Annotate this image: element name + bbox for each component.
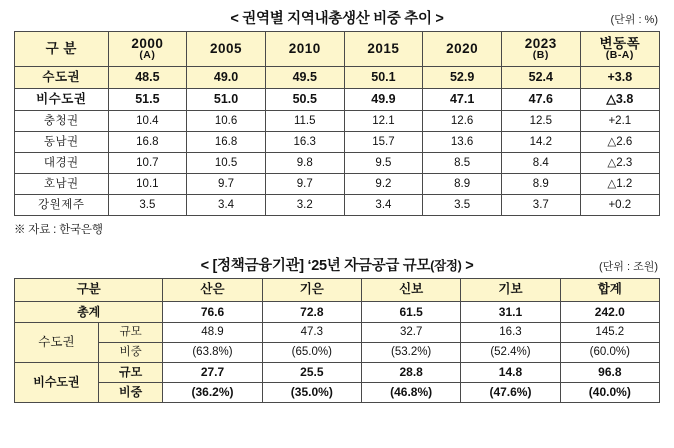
table2-group-0-row-0-v0: 48.9 — [163, 323, 262, 343]
table1-col-6 — [501, 32, 580, 67]
table1-row-2-v0: 10.4 — [108, 111, 187, 132]
table1-row-2-v6: +2.1 — [580, 111, 659, 132]
table1-row-6-v3: 3.4 — [344, 195, 423, 216]
table1-header-row — [15, 32, 660, 67]
table-row — [15, 343, 660, 363]
table1-row-0-v6: +3.8 — [580, 67, 659, 89]
table2-total-label: 총계 — [15, 302, 163, 323]
table1-row-4-v1: 10.5 — [187, 153, 266, 174]
table1-col-3 — [265, 32, 344, 67]
table-row — [15, 323, 660, 343]
table2-group-1-row-1-metric: 비중 — [98, 383, 162, 403]
table1-row-2-v1: 10.6 — [187, 111, 266, 132]
gdp-share-table — [14, 31, 660, 216]
table2-group-0-row-1-v3: (52.4%) — [461, 343, 560, 363]
table1-row-1-v4: 47.1 — [423, 89, 502, 111]
table2-group-1-row-1-v3: (47.6%) — [461, 383, 560, 403]
table1-row-0-v4: 52.9 — [423, 67, 502, 89]
table2-group-0-row-0-v1: 47.3 — [262, 323, 361, 343]
table-row — [15, 67, 660, 89]
table-row — [15, 111, 660, 132]
table1-row-2-v5: 12.5 — [501, 111, 580, 132]
table2-group-1-row-0-v3: 14.8 — [461, 363, 560, 383]
table2-group-0-row-1-v0: (63.8%) — [163, 343, 262, 363]
section1-title-row — [14, 6, 660, 28]
table2-total-v2: 61.5 — [361, 302, 460, 323]
table1-row-2-v3: 12.1 — [344, 111, 423, 132]
section2-title-main: < [정책금융기관] ‘25년 자금공급 규모 — [200, 258, 431, 274]
table1-row-5-v6: △1.2 — [580, 174, 659, 195]
table-row — [15, 195, 660, 216]
table1-row-4-v3: 9.5 — [344, 153, 423, 174]
section1-source-note: ※ 자료 : 한국은행 — [14, 224, 103, 236]
table1-col-1-sub: (A) — [139, 49, 156, 62]
table1-row-3-v4: 13.6 — [423, 132, 502, 153]
table2-group-0-row-0-v2: 32.7 — [361, 323, 460, 343]
table1-row-2-label: 충청권 — [15, 111, 109, 132]
table1-row-5-v0: 10.1 — [108, 174, 187, 195]
table2-group-0-row-0-v3: 16.3 — [461, 323, 560, 343]
table1-row-5-v1: 9.7 — [187, 174, 266, 195]
table1-row-1-v1: 51.0 — [187, 89, 266, 111]
table1-col-7-sub: (B-A) — [605, 49, 634, 62]
table-row — [15, 383, 660, 403]
table2-group-0-row-1-v1: (65.0%) — [262, 343, 361, 363]
table1-row-3-v1: 16.8 — [187, 132, 266, 153]
section1-title: < 권역별 지역내총생산 비중 추이 > — [230, 11, 444, 27]
table1-row-4-v6: △2.3 — [580, 153, 659, 174]
table1-row-2-v2: 11.5 — [265, 111, 344, 132]
section2-title-end: > — [461, 258, 474, 274]
section1-unit: (단위 : %) — [610, 14, 658, 26]
table1-row-6-v1: 3.4 — [187, 195, 266, 216]
table1-col-5 — [423, 32, 502, 67]
table2-header-row — [15, 279, 660, 302]
table1-col-7 — [580, 32, 659, 67]
section2-title-sub: (잠정) — [430, 259, 462, 273]
table1-col-0 — [15, 32, 109, 67]
table1-row-6-v0: 3.5 — [108, 195, 187, 216]
table2-col-3: 신보 — [361, 279, 460, 302]
table2-total-v0: 76.6 — [163, 302, 262, 323]
section2-unit: (단위 : 조원) — [599, 261, 658, 273]
table1-row-5-v3: 9.2 — [344, 174, 423, 195]
table1-row-0-v0: 48.5 — [108, 67, 187, 89]
table2-group-1-row-0-metric: 규모 — [98, 363, 162, 383]
table2-group-1-row-0-v4: 96.8 — [560, 363, 659, 383]
table1-row-4-v5: 8.4 — [501, 153, 580, 174]
table1-row-6-v2: 3.2 — [265, 195, 344, 216]
table2-group-1-row-1-v1: (35.0%) — [262, 383, 361, 403]
table1-row-3-v6: △2.6 — [580, 132, 659, 153]
table2-group-0-row-0-v4: 145.2 — [560, 323, 659, 343]
table2-group-1-row-0-v2: 28.8 — [361, 363, 460, 383]
table1-col-1-label: 2000 — [131, 35, 164, 51]
table1-row-5-label: 호남권 — [15, 174, 109, 195]
table-row — [15, 89, 660, 111]
table1-col-1 — [108, 32, 187, 67]
table2-group-0-row-1-v4: (60.0%) — [560, 343, 659, 363]
table2-group-0-row-1-metric: 비중 — [98, 343, 162, 363]
table2-group-1-row-1-v2: (46.8%) — [361, 383, 460, 403]
table1-row-1-v0: 51.5 — [108, 89, 187, 111]
table1-row-1-v6: △3.8 — [580, 89, 659, 111]
table1-row-3-label: 동남권 — [15, 132, 109, 153]
table2-group-0-label: 수도권 — [15, 323, 99, 363]
table1-col-6-label: 2023 — [524, 35, 557, 51]
table1-row-4-v0: 10.7 — [108, 153, 187, 174]
table1-col-4 — [344, 32, 423, 67]
table2-col-2: 기은 — [262, 279, 361, 302]
table1-row-6-v6: +0.2 — [580, 195, 659, 216]
table2-group-1-row-0-v1: 25.5 — [262, 363, 361, 383]
table2-group-0-row-0-metric: 규모 — [98, 323, 162, 343]
table2-group-0-row-1-v2: (53.2%) — [361, 343, 460, 363]
table2-total-v1: 72.8 — [262, 302, 361, 323]
table2-total-v4: 242.0 — [560, 302, 659, 323]
table-row — [15, 302, 660, 323]
table-row — [15, 153, 660, 174]
table1-col-2-label: 2005 — [210, 40, 243, 56]
section2-title-row — [14, 253, 660, 275]
table-row — [15, 174, 660, 195]
table1-row-4-label: 대경권 — [15, 153, 109, 174]
table1-row-4-v4: 8.5 — [423, 153, 502, 174]
table1-col-7-label: 변동폭 — [599, 35, 641, 51]
table2-group-1-row-1-v4: (40.0%) — [560, 383, 659, 403]
table1-row-0-label: 수도권 — [15, 67, 109, 89]
table1-row-1-v5: 47.6 — [501, 89, 580, 111]
table2-group-1-label: 비수도권 — [15, 363, 99, 403]
table1-row-0-v2: 49.5 — [265, 67, 344, 89]
table2-col-5: 합계 — [560, 279, 659, 302]
section2-block — [14, 253, 660, 403]
table1-row-4-v2: 9.8 — [265, 153, 344, 174]
table1-row-1-label: 비수도권 — [15, 89, 109, 111]
table2-group-1-row-0-v0: 27.7 — [163, 363, 262, 383]
table-row — [15, 132, 660, 153]
table1-row-2-v4: 12.6 — [423, 111, 502, 132]
table-row — [15, 363, 660, 383]
table1-row-5-v2: 9.7 — [265, 174, 344, 195]
table1-row-3-v3: 15.7 — [344, 132, 423, 153]
table1-row-6-v5: 3.7 — [501, 195, 580, 216]
section2-title — [201, 254, 474, 275]
table1-row-1-v2: 50.5 — [265, 89, 344, 111]
table1-col-0-label: 구 분 — [45, 40, 77, 56]
policy-finance-table — [14, 278, 660, 403]
table1-row-0-v3: 50.1 — [344, 67, 423, 89]
table1-col-4-label: 2015 — [367, 40, 400, 56]
table1-row-1-v3: 49.9 — [344, 89, 423, 111]
table1-row-5-v5: 8.9 — [501, 174, 580, 195]
table1-row-6-v4: 3.5 — [423, 195, 502, 216]
table2-col-0: 구분 — [15, 279, 163, 302]
table1-row-3-v5: 14.2 — [501, 132, 580, 153]
table1-row-0-v5: 52.4 — [501, 67, 580, 89]
table1-row-6-label: 강원제주 — [15, 195, 109, 216]
table2-col-1: 산은 — [163, 279, 262, 302]
table1-col-5-label: 2020 — [446, 40, 479, 56]
table1-col-2 — [187, 32, 266, 67]
table1-row-5-v4: 8.9 — [423, 174, 502, 195]
table1-col-3-label: 2010 — [288, 40, 321, 56]
table1-row-3-v0: 16.8 — [108, 132, 187, 153]
table2-total-v3: 31.1 — [461, 302, 560, 323]
table1-col-6-sub: (B) — [532, 49, 549, 62]
table2-group-1-row-1-v0: (36.2%) — [163, 383, 262, 403]
table1-row-3-v2: 16.3 — [265, 132, 344, 153]
table2-col-4: 기보 — [461, 279, 560, 302]
table1-row-0-v1: 49.0 — [187, 67, 266, 89]
